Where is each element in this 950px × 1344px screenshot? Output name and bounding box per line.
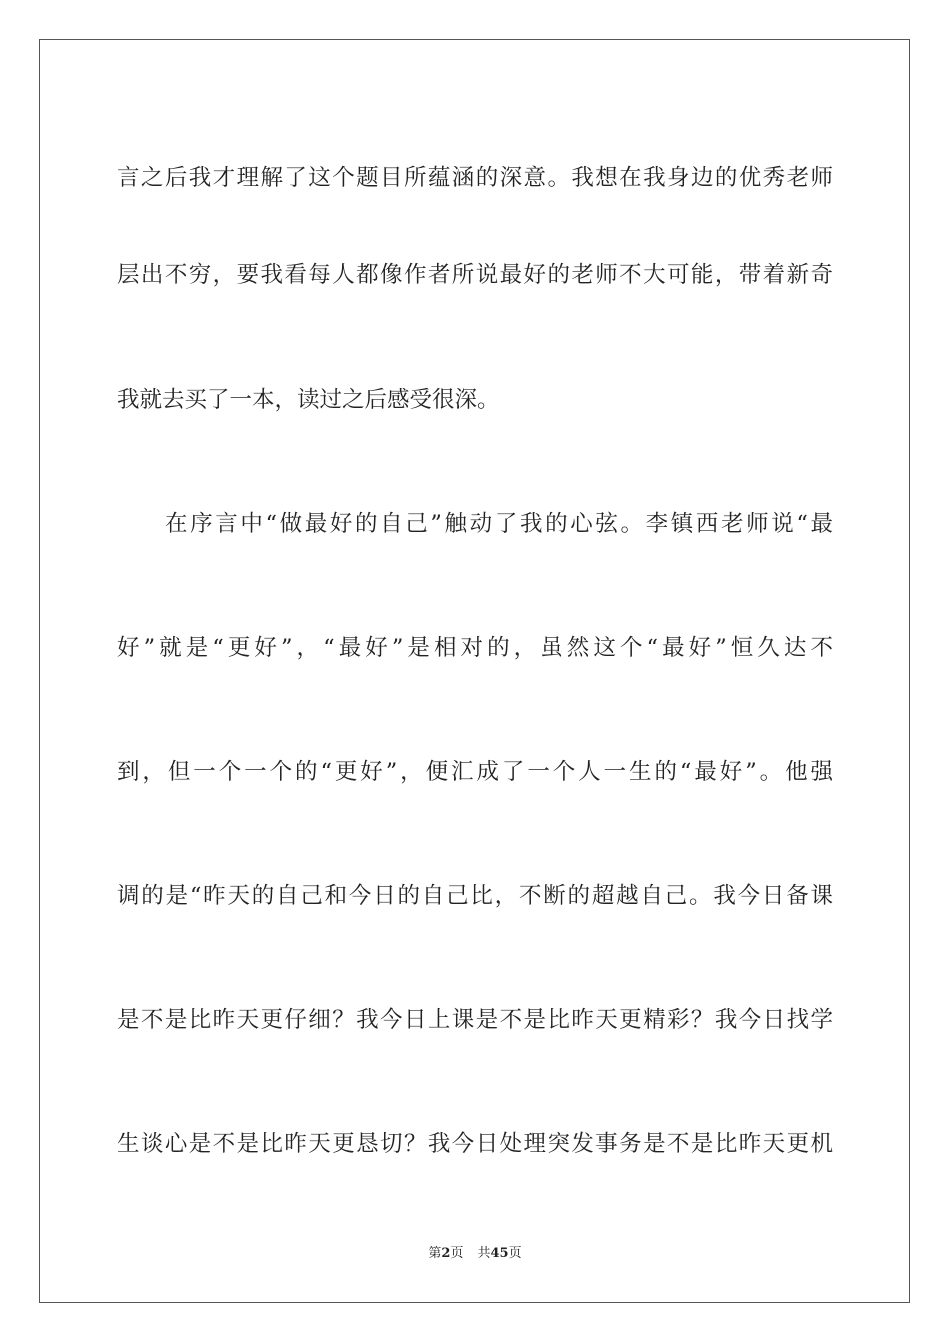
total-prefix: 共 bbox=[477, 1246, 491, 1261]
page-frame bbox=[39, 39, 910, 1303]
total-suffix: 页 bbox=[508, 1246, 522, 1261]
page-suffix: 页 bbox=[450, 1246, 464, 1261]
paragraph-line: 好”就是“更好”，“最好”是相对的，虽然这个“最好”恒久达不 bbox=[117, 635, 833, 661]
paragraph-line: 在序言中“做最好的自己”触动了我的心弦。李镇西老师说“最 bbox=[165, 511, 833, 537]
paragraph-line: 言之后我才理解了这个题目所蕴涵的深意。我想在我身边的优秀老师 bbox=[117, 165, 833, 191]
paragraph-line: 是不是比昨天更仔细？我今日上课是不是比昨天更精彩？我今日找学 bbox=[117, 1007, 833, 1033]
total-pages: 45 bbox=[490, 1246, 509, 1261]
page-footer bbox=[0, 1245, 950, 1263]
paragraph-line: 调的是“昨天的自己和今日的自己比，不断的超越自己。我今日备课 bbox=[117, 883, 833, 909]
paragraph-line: 层出不穷，要我看每人都像作者所说最好的老师不大可能，带着新奇 bbox=[117, 262, 833, 288]
paragraph-line: 到，但一个一个的“更好”，便汇成了一个人一生的“最好”。他强 bbox=[117, 759, 833, 785]
paragraph-line: 我就去买了一本，读过之后感受很深。 bbox=[117, 387, 500, 413]
paragraph-line: 生谈心是不是比昨天更恳切？我今日处理突发事务是不是比昨天更机 bbox=[117, 1131, 833, 1157]
page-prefix: 第 bbox=[428, 1246, 442, 1261]
page-number: 2 bbox=[441, 1246, 451, 1261]
